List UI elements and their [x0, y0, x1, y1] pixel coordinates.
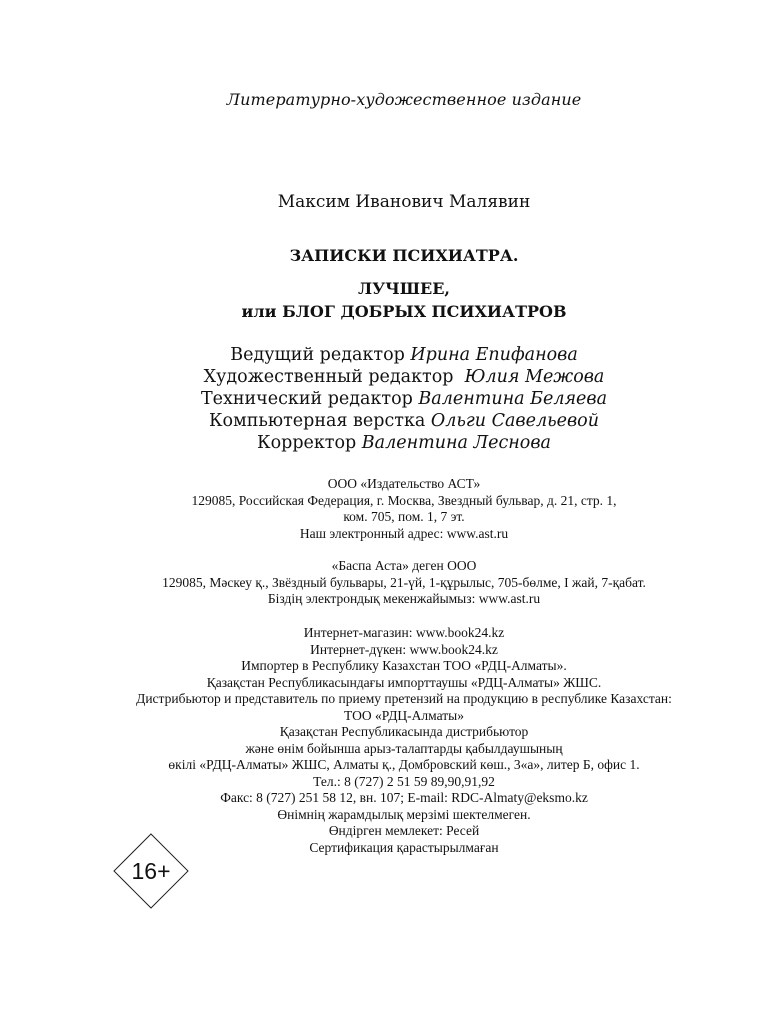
book-title-line-3: или БЛОГ ДОБРЫХ ПСИХИАТРОВ — [241, 302, 567, 321]
editorial-credits — [40, 344, 768, 454]
credit-layout — [40, 410, 768, 432]
credit-role: Художественный редактор — [203, 367, 465, 387]
publisher-website: Наш электронный адрес: www.ast.ru — [299, 525, 509, 541]
distributor: Дистрибьютор и представитель по приему претензий на продукцию в республике Казахстан: — [136, 691, 672, 706]
credit-art-editor — [40, 366, 768, 388]
author-name: Максим Иванович Малявин — [277, 192, 531, 212]
publisher-address-cont: ком. 705, пом. 1, 7 эт. — [343, 509, 465, 524]
credit-technical-editor — [40, 388, 768, 410]
credit-proofreader — [40, 432, 768, 454]
country-of-origin: Өндірген мемлекет: Ресей — [328, 823, 480, 838]
publisher-name-kz: «Баспа Аста» деген ООО — [331, 558, 477, 573]
credit-role: Корректор — [257, 433, 362, 453]
age-rating-label: 16+ — [131, 857, 171, 884]
publisher-info-kz — [40, 558, 768, 608]
claims-kz: және өнім бойынша арыз-талаптарды қабылдаушының — [245, 740, 563, 756]
credit-role: Технический редактор — [200, 389, 419, 409]
credit-person: Валентина Беляева — [418, 389, 608, 409]
credit-role: Ведущий редактор — [230, 345, 411, 365]
certification: Сертификация қарастырылмаған — [309, 839, 499, 855]
distribution-info — [40, 625, 768, 856]
shelf-life: Өнімнің жарамдылық мерзімі шектелмеген. — [277, 806, 531, 822]
credit-lead-editor — [40, 344, 768, 366]
publisher-address: 129085, Российская Федерация, г. Москва, Звездный бульвар, д. 21, стр. 1, — [191, 492, 617, 508]
book-title-line-1: ЗАПИСКИ ПСИХИАТРА. — [289, 246, 519, 265]
edition-type: Литературно-художественное издание — [226, 90, 582, 109]
online-store-kz: Интернет-дүкен: www.book24.kz — [310, 641, 498, 657]
representative-address-kz: өкілі «РДЦ-Алматы» ЖШС, Алматы қ., Домбровский көш., 3«а», литер Б, офис 1. — [168, 757, 640, 772]
publisher-website-kz: Біздің электрондық мекенжайымыз: www.ast.ru — [267, 591, 541, 606]
distributor-kz: Қазақстан Республикасында дистрибьютор — [279, 724, 529, 739]
publisher-address-kz: 129085, Мәскеу қ., Звёздный бульвары, 21-үй, 1-құрылыс, 705-бөлме, I жай, 7-қабат. — [162, 574, 646, 590]
credit-person: Ирина Епифанова — [410, 345, 578, 365]
book-title-line-2: ЛУЧШЕЕ, — [358, 279, 450, 298]
online-store: Интернет-магазин: www.book24.kz — [303, 625, 505, 640]
distributor-name: ТОО «РДЦ-Алматы» — [344, 707, 464, 723]
credit-person: Ольги Савельевой — [430, 411, 599, 431]
fax-email: Факс: 8 (727) 251 58 12, вн. 107; E-mail: RDC-Almaty@eksmo.kz — [220, 790, 588, 805]
publisher-info-ru — [40, 476, 768, 542]
importer-kz: Қазақстан Республикасындағы импорттаушы «РДЦ-Алматы» ЖШС. — [206, 674, 602, 690]
credit-person: Юлия Межова — [464, 367, 605, 387]
publisher-name: ООО «Издательство АСТ» — [327, 476, 481, 491]
credit-person: Валентина Леснова — [361, 433, 551, 453]
importer: Импортер в Республику Казахстан ТОО «РДЦ-Алматы». — [241, 658, 567, 673]
phone: Тел.: 8 (727) 2 51 59 89,90,91,92 — [313, 773, 495, 789]
credit-role: Компьютерная верстка — [209, 411, 431, 431]
